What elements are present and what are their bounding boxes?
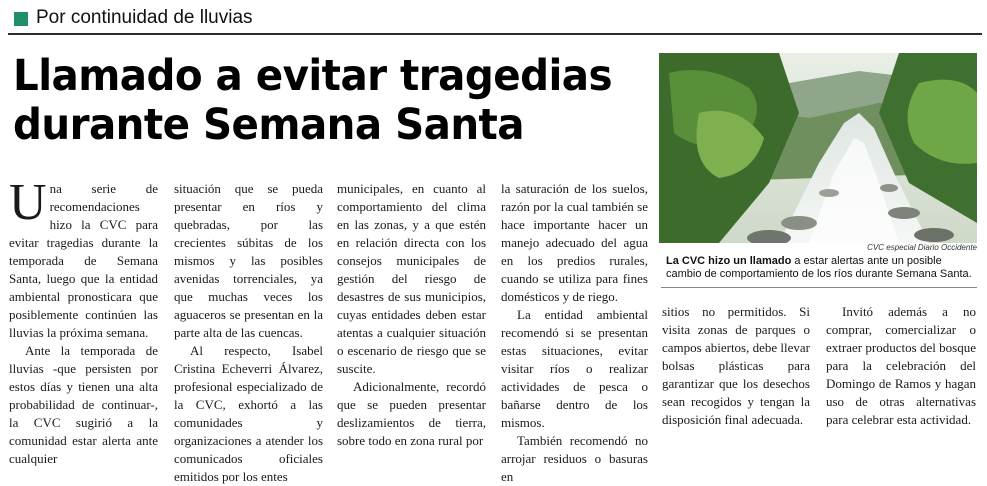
headline-line-1: Llamado a evitar tragedias	[13, 51, 612, 101]
article-column-2	[174, 180, 323, 486]
river-landscape-image	[659, 53, 977, 243]
col1-paragraph-1: na serie de recomendaciones hizo la CVC para evitar tragedias durante la temporada de Semana Santa, luego que la entidad ambiental pronosticara que posiblemente continúen las lluvias la próxima semana.	[9, 181, 158, 340]
col2-paragraph-1: situación que se pueda presentar en ríos y quebradas, por las crecientes súbitas de los mismos y las posibles avenidas torrenciales, ya que muchas veces los aguaceros se presentan en la parte alta de las cuencas.	[174, 181, 323, 340]
river-photo	[659, 53, 977, 243]
article-column-3	[337, 180, 486, 450]
col2-paragraph-2: Al respecto, Isabel Cristina Echeverri Álvarez, profesional especializado de la CVC, exhortó a las comunidades y organizaciones a atender los comunicados oficiales emitidos por los entes	[174, 343, 323, 484]
photo-credit: CVC especial Diario Occidente	[867, 243, 977, 252]
col5-paragraph-1: sitios no permitidos. Si visita zonas de parques o campos abiertos, debe llevar bolsas plásticas para garantizar que los desechos sean recogidos y tengan la disposición final adecuada.	[662, 304, 810, 427]
caption-bold: La CVC hizo un llamado	[666, 255, 792, 267]
article-column-1	[9, 174, 158, 468]
article-column-6	[826, 303, 976, 429]
photo-caption	[666, 255, 978, 281]
section-kicker	[8, 7, 982, 35]
col3-paragraph-2: Adicionalmente, recordó que se pueden presentar deslizamientos de tierra, sobre todo en zona rural por	[337, 379, 486, 448]
caption-divider	[661, 287, 977, 288]
col6-paragraph-1: Invitó además a no comprar, comercializar o extraer productos del bosque para la celebración del Domingo de Ramos y hagan uso de otras alternativas para celebrar esta actividad.	[826, 304, 976, 427]
section-marker-icon	[14, 12, 28, 26]
col3-paragraph-1: municipales, en cuanto al comportamiento del clima en las zonas, y a que estén en relación directa con los consejos municipales de gestión del riesgo de desastres de sus municipios, cuyas entidades deben estar atentas a cualquier situación o escenario de riesgo que se suscite.	[337, 181, 486, 376]
col1-paragraph-2: Ante la temporada de lluvias -que persisten por estos días y tienen una alta probabilidad de continuar-, la CVC sugirió a la comunidad estar alerta ante cualquier	[9, 343, 158, 466]
col4-paragraph-3: También recomendó no arrojar residuos o basuras en	[501, 433, 648, 484]
kicker-text: Por continuidad de lluvias	[36, 7, 253, 28]
col4-paragraph-1: la saturación de los suelos, razón por la cual también se hace importante hacer un manejo adecuado del agua en los predios rurales, cuando se utiliza para fines domésticos y de riego.	[501, 181, 648, 304]
headline-line-2: durante Semana Santa	[13, 100, 525, 150]
article-column-4	[501, 180, 648, 486]
caption-text: a estar alertas ante un posible cambio de comportamiento de los ríos durante Semana Santa.	[666, 255, 972, 280]
headline	[13, 52, 615, 150]
drop-cap: U	[9, 174, 47, 231]
col4-paragraph-2: La entidad ambiental recomendó si se presentan estas situaciones, evitar visitar ríos o realizar actividades de pesca o bañarse dentro de los mismos.	[501, 307, 648, 430]
article-column-5	[662, 303, 810, 429]
